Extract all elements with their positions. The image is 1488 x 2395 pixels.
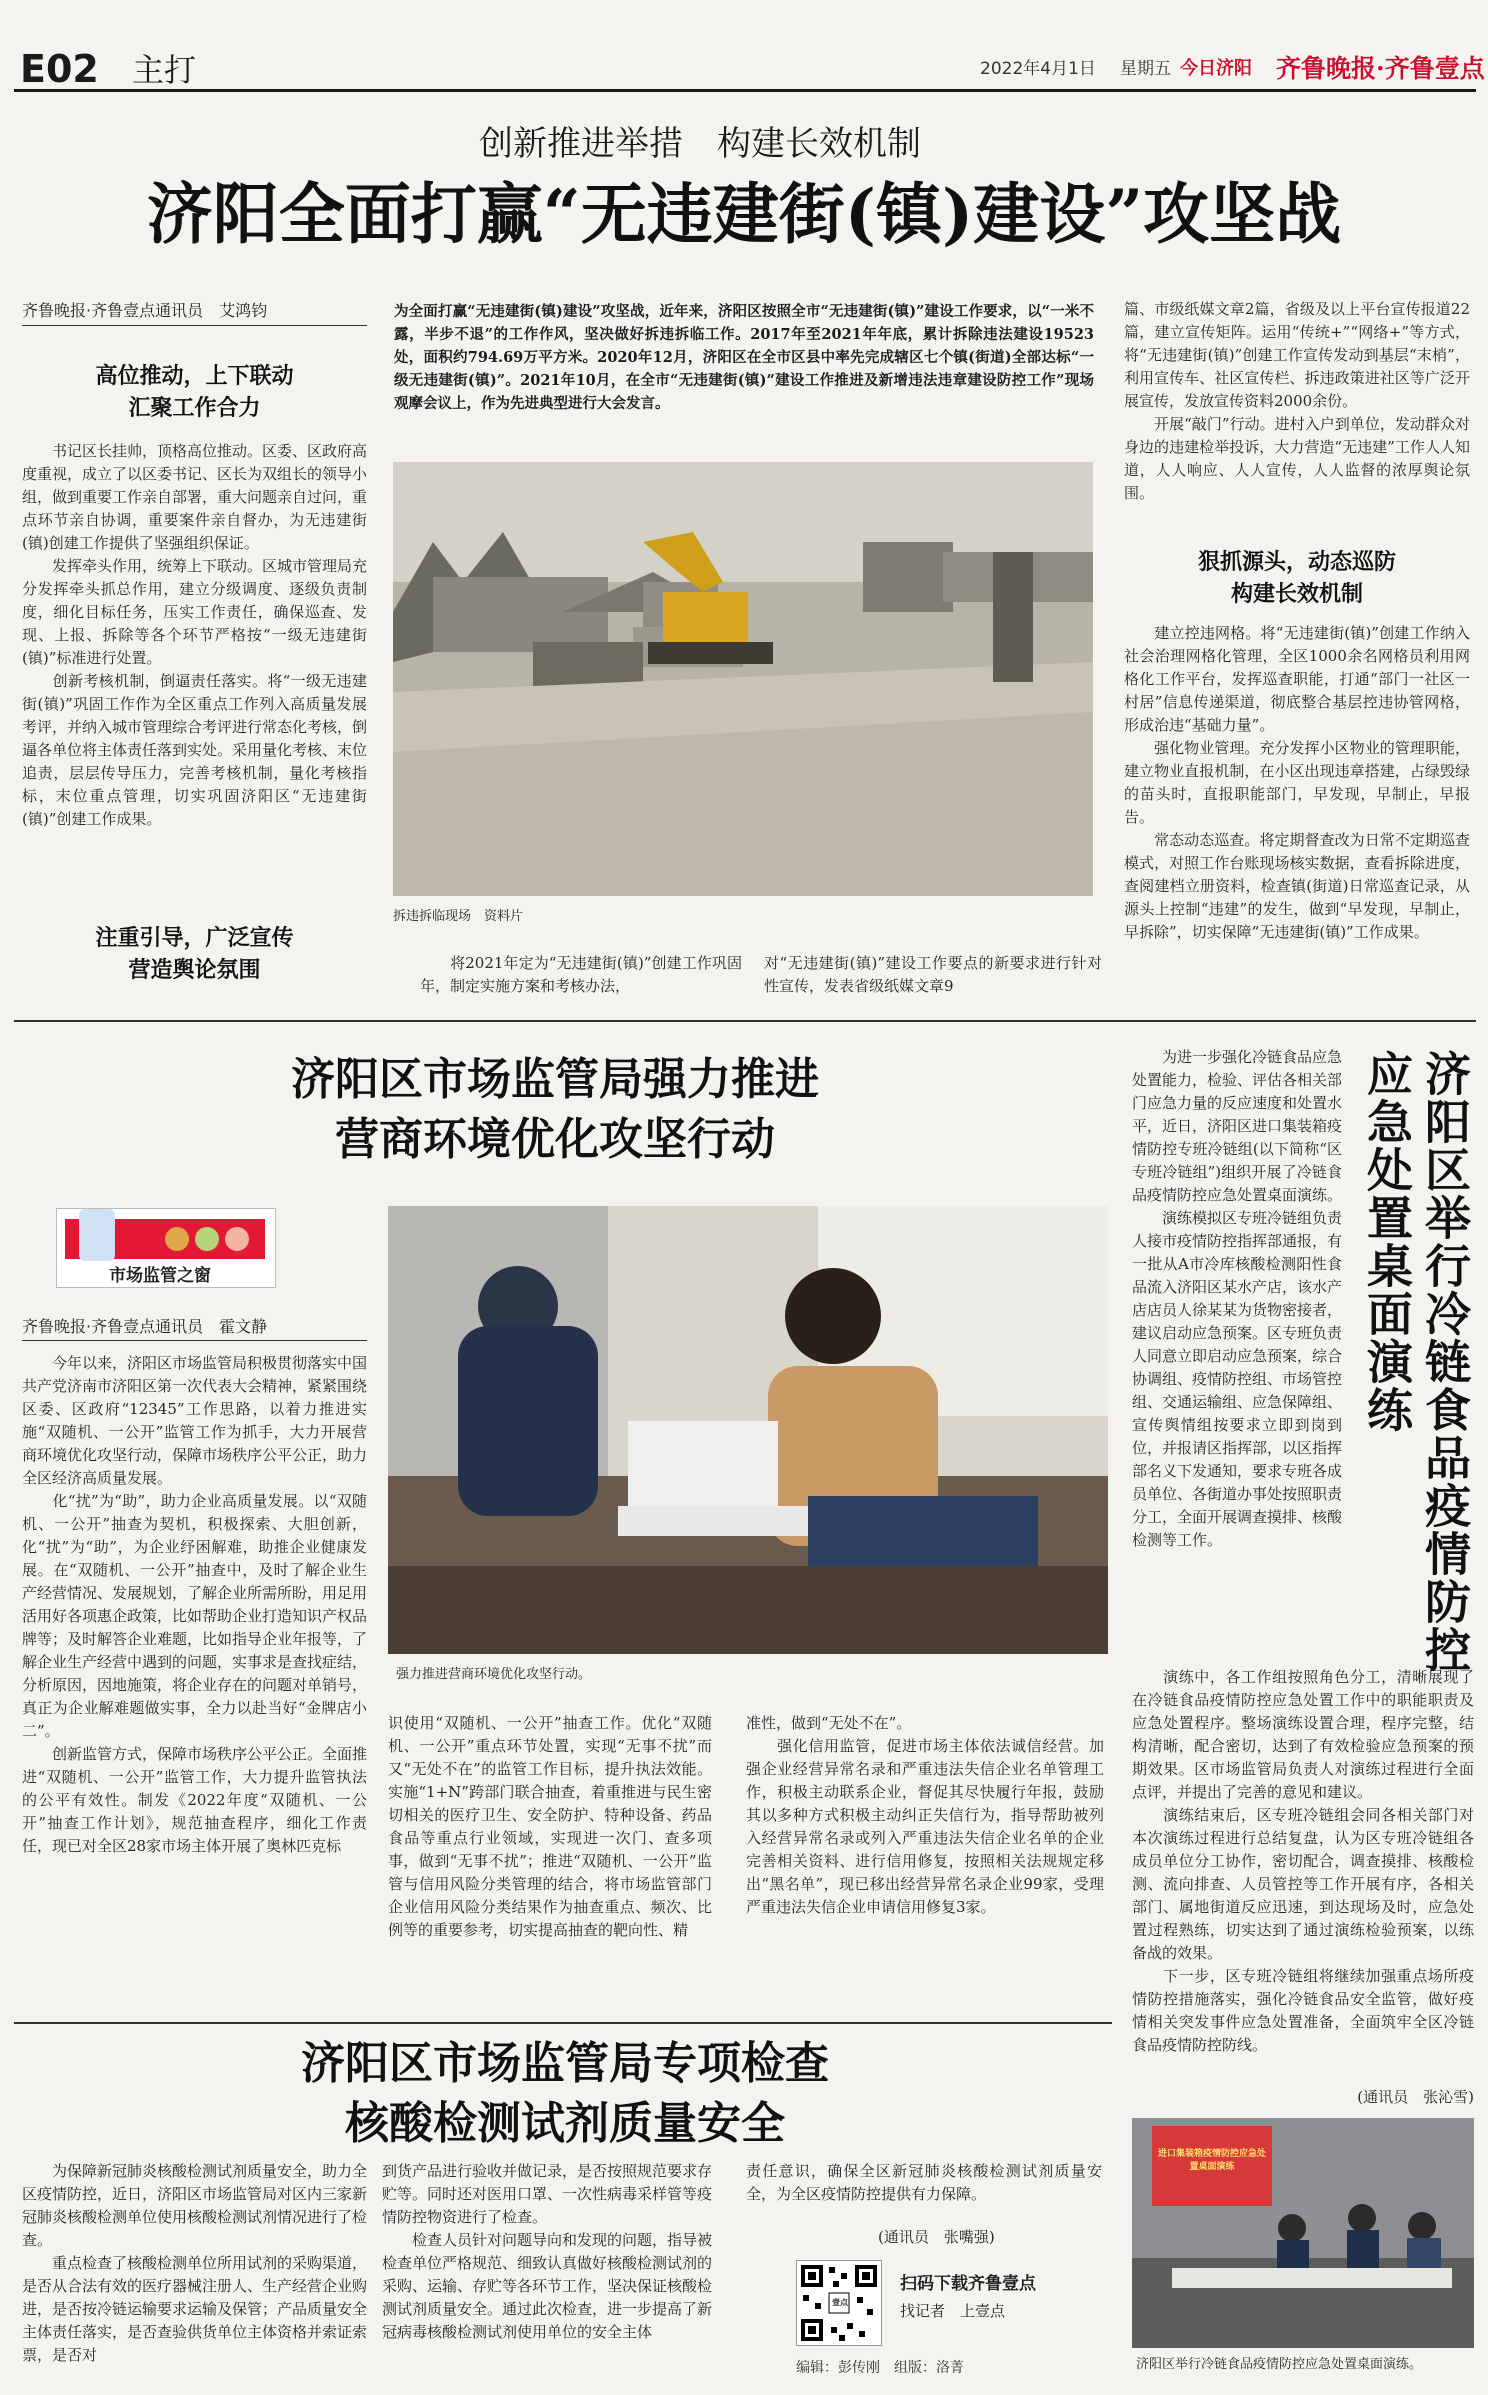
article1-byline: 齐鲁晚报·齐鲁壹点通讯员 艾鸿钧 bbox=[22, 301, 268, 320]
article4-author: (通讯员 张嘴强) bbox=[878, 2228, 995, 2246]
article3-wide-column: 演练中，各工作组按照角色分工，清晰展现了在冷链食品疫情防控应急处置工作中的职能职责及应急处置程序。整场演练设置合理，程序完整，结构清晰，配合密切，达到了有效检验应急预案的预期效果。区市场监管局负责人对演练过程进行全面点评，并提出了完善的意见和建议。 演练结束后，区专班冷链组会同各相关部门对本次演练过程进行总结复盘，认为区专班冷链组各成员单位分工协作，密切配合，调查摸排、核酸检测、流向排查、人员管控等工作开展有序，各相关部门、属地街道反应迅速，到达现场及时，应急处置过程熟练，切实达到了通过演练检验预案，以练备战的效果。 下一步，区专班冷链组将继续加强重点场所疫情防控措施落实，强化冷链食品安全监管，做好疫情相关突发事件应急处置准备，全面筑牢全区冷链食品疫情防控防线。 bbox=[1132, 1668, 1474, 2054]
qr-center-label: 壹点 bbox=[832, 2298, 848, 2307]
weekday: 星期五 bbox=[1120, 59, 1171, 79]
demolition-photo bbox=[393, 462, 1093, 896]
qr-code[interactable] bbox=[796, 2260, 882, 2346]
article3-vertical-headline: 济阳区举行冷链食品疫情防控应急处置桌面演练 bbox=[1360, 1050, 1472, 1674]
byline-rule bbox=[22, 325, 367, 326]
article2-headline: 济阳区市场监管局强力推进 营商环境优化攻坚行动 bbox=[291, 1054, 819, 1165]
article1-column-2a: 将2021年定为“无违建街(镇)”创建工作巩固年，制定实施方案和考核办法， bbox=[420, 954, 742, 995]
article1-subhead-2: 注重引导，广泛宣传 营造舆论氛围 bbox=[95, 925, 294, 983]
page-header bbox=[14, 46, 1485, 92]
article4-headline: 济阳区市场监管局专项检查 核酸检测试剂质量安全 bbox=[301, 2038, 829, 2149]
logo-illustration bbox=[57, 1209, 275, 1264]
article3-author: (通讯员 张沁雪) bbox=[1357, 2088, 1474, 2106]
byline-rule-2 bbox=[22, 1340, 367, 1341]
section-divider-2 bbox=[14, 2022, 1112, 2024]
demolition-photo-illustration bbox=[393, 462, 1093, 896]
article1-column-3a: 篇、市级纸媒文章2篇，省级及以上平台宣传报道22篇，建立宣传矩阵。运用“传统+”“网络+”等方式，将“无违建街(镇)”创建工作宣传发动到基层“末梢”，利用宣传车、社区宣传栏、拆违政策进社区等广泛开展宣传，发放宣传资料2000余份。 开展“敲门”行动。进村入户到单位，发动群众对身边的违建检举投诉，大力营造“无违建”工作人人知道，人人响应、人人宣传，人人监督的浓厚舆论氛围。 bbox=[1124, 300, 1470, 502]
article2-column-1: 今年以来，济阳区市场监管局积极贯彻落实中国共产党济南市济阳区第一次代表大会精神，紧紧围绕区委、区政府“12345”工作思路，以着力推进实施“双随机、一公开”监管工作为抓手，大力开展营商环境优化攻坚行动，保障市场秩序公平公正，助力全区经济高质量发展。 化“扰”为“助”，助力企业高质量发展。以“双随机、一公开”抽查为契机，积极探索、大胆创新，化“扰”为“助”，为企业纾困解难，助推企业健康发展。在“双随机、一公开”抽查中，及时了解企业生产经营情况、发展规划，了解企业所需所盼，用足用活用好各项惠企政策，比如帮助企业打造知识产权品牌等；及时解答企业难题，比如指导企业年报等，了解企业生产经营中遇到的问题，实事求是查找症结，分析原因，因地施策，将企业存在的问题对单销号，真正为企业解难题做实事，全力以赴当好“金牌店小二”。 创新监管方式，保障市场秩序公平公正。全面推进“双随机、一公开”监管工作，大力提升监管执法的公平有效性。制发《2022年度“双随机、一公开”抽查工作计划》，规范抽查程序，细化工作责任，现已对全区28家市场主体开展了奥林匹克标 bbox=[22, 1354, 367, 1855]
article1-subhead-3: 狠抓源头，动态巡防 构建长效机制 bbox=[1197, 549, 1396, 607]
article2-column-2: 识使用“双随机、一公开”抽查工作。优化“双随机、一公开”重点环节处置，实现“无事不扰”而又“无处不在”的监管工作目标，提升执法效能。实施“1+N”跨部门联合抽查，着重推进与民生密切相关的医疗卫生、安全防护、特种设备、药品食品等重点行业领域，实现进一次门、查多项事，做到“无事不扰”；推进“双随机、一公开”监管与信用风险分类管理的结合，将市场监管部门企业信用风险分类结果作为抽查重点、频次、比例等的重要参考，切实提高抽查的靶向性、精 bbox=[388, 1714, 712, 1939]
logo-label: 市场监管之窗 bbox=[109, 1266, 211, 1286]
editor-credit: 编辑：彭传刚 组版：洛菁 bbox=[796, 2360, 964, 2376]
section-name: 主打 bbox=[132, 51, 197, 89]
article1-column-1: 书记区长挂帅，顶格高位推动。区委、区政府高度重视，成立了以区委书记、区长为双组长的领导小组，做到重要工作亲自部署，重大问题亲自过问，重点环节亲自协调，重要案件亲自督办，为无违建街(镇)创建工作提供了坚强组织保证。 发挥牵头作用，统筹上下联动。区城市管理局充分发挥牵头抓总作用，建立分级调度、逐级负责制度，细化目标任务，压实工作责任，确保巡查、发现、上报、拆除等各个环节严格按“一级无违建街(镇)”标准进行处置。 创新考核机制，倒逼责任落实。将“一级无违建街(镇)”巩固工作作为全区重点工作列入高质量发展考评，并纳入城市管理综合考评进行常态化考核，倒逼各单位将主体责任落到实处。采用量化考核、末位追责，层层传导压力，完善考核机制，量化考核指标，末位重点管理，切实巩固济阳区“无违建街(镇)”创建工作成果。 bbox=[22, 442, 367, 828]
article3-column: 为进一步强化冷链食品应急处置能力，检验、评估各相关部门应急力量的反应速度和处置水平，近日，济阳区进口集装箱疫情防控专班冷链组(以下简称“区专班冷链组”)组织开展了冷链食品疫情防控应急处置桌面演练。 演练模拟区专班冷链组负责人接市疫情防控指挥部通报，有一批从A市冷库核酸检测阳性食品流入济阳区某水产店，该水产店店员人徐某某为货物密接者，建议启动应急预案。区专班负责人同意立即启动应急预案，综合协调组、疫情防控组、市场管控组、交通运输组、应急保障组、宣传舆情组按要求立即到岗到位，并报请区指挥部，以区指挥部名义下发通知，要求专班各成员单位、各街道办事处按照职责分工，全面开展调查摸排、核酸检测等工作。 bbox=[1132, 1048, 1342, 1549]
drill-banner-text: 进口集装箱疫情防控应急处置桌面演练 bbox=[1157, 2149, 1266, 2172]
drill-photo-caption: 济阳区举行冷链食品疫情防控应急处置桌面演练。 bbox=[1136, 2357, 1423, 2372]
page-code: E02 bbox=[20, 47, 99, 91]
inspection-photo-illustration bbox=[388, 1206, 1108, 1654]
today-column-label: 今日济阳 bbox=[1180, 58, 1252, 79]
article4-column-1: 为保障新冠肺炎核酸检测试剂质量安全，助力全区疫情防控，近日，济阳区市场监管局对区内三家新冠肺炎核酸检测单位使用核酸检测试剂情况进行了检查。 重点检查了核酸检测单位所用试剂的采购渠道，是否从合法有效的医疗器械注册人、生产经营企业购进，是否按冷链运输要求运输及保管；产品质量安全主体责任落实，是否查验供货单位主体资格并索证索票，是否对 bbox=[22, 2162, 367, 2364]
article4-column-3: 责任意识，确保全区新冠肺炎核酸检测试剂质量安全，为全区疫情防控提供有力保障。 bbox=[746, 2162, 1102, 2203]
demolition-photo-caption: 拆违拆临现场 资料片 bbox=[393, 909, 524, 924]
qr-reporter-label: 找记者 上壹点 bbox=[900, 2302, 1006, 2320]
article1-column-3b: 建立控违网格。将“无违建街(镇)”创建工作纳入社会治理网格化管理，全区1000余名网格员利用网格化工作平台，发挥巡查职能，打通“部门一社区一村居”信息传递渠道，彻底整合基层控违协管网格，形成治违“基础力量”。 强化物业管理。充分发挥小区物业的管理职能，建立物业直报机制，在小区出现违章搭建，占绿毁绿的苗头时，直报职能部门，早发现，早制止，早报告。 常态动态巡查。将定期督查改为日常不定期巡查模式，对照工作台账现场核实数据，查看拆除进度，查阅建档立册资料，检查镇(街道)日常巡查记录，从源头上控制“违建”的发生，做到“早发现，早制止，早拆除”，切实保障“无违建街(镇)”工作成果。 bbox=[1124, 624, 1470, 941]
section-divider bbox=[14, 1020, 1476, 1022]
article1-kicker: 创新推进举措 构建长效机制 bbox=[479, 124, 921, 164]
inspection-photo-caption: 强力推进营商环境优化攻坚行动。 bbox=[396, 1667, 592, 1682]
article4-column-2: 到货产品进行验收并做记录，是否按照规范要求存贮等。同时还对医用口罩、一次性病毒采样管等疫情防控物资进行了检查。 检查人员针对问题导向和发现的问题，指导被检查单位严格规范、细致认真做好核酸检测试剂的采购、运输、存贮等各环节工作，坚决保证核酸检测试剂质量安全。通过此次检查，进一步提高了新冠病毒核酸检测试剂使用单位的安全主体 bbox=[382, 2162, 712, 2341]
article1-subhead-1: 高位推动，上下联动 汇聚工作合力 bbox=[95, 363, 294, 421]
qr-download-label: 扫码下载齐鲁壹点 bbox=[900, 2274, 1036, 2294]
article2-column-3: 准性，做到“无处不在”。 强化信用监管，促进市场主体依法诚信经营。加强企业经营异常名录和严重违法失信企业名单管理工作，积极主动联系企业，督促其尽快履行年报，鼓励其以多种方式积极主动纠正失信行为，指导帮助被列入经营异常名录或列入严重违法失信企业名单的企业完善相关资料、进行信用修复，按照相关法规规定移出“黑名单”，现已移出经营异常名录企业99家，受理严重违法失信企业申请信用修复3家。 bbox=[746, 1714, 1104, 1916]
article1-column-2b: 对“无违建街(镇)”建设工作要点的新要求进行针对性宣传，发表省级纸媒文章9 bbox=[764, 954, 1102, 995]
inspection-photo bbox=[388, 1206, 1108, 1654]
issue-date: 2022年4月1日 bbox=[980, 59, 1096, 79]
article1-lead: 为全面打赢“无违建街(镇)建设”攻坚战，近年来，济阳区按照全市“无违建街(镇)”建设工作要求，以“一米不露，半步不退”的工作作风，坚决做好拆违拆临工作。2017年至2021年年底，累计拆除违法建设19523处，面积约794.69万平方米。2020年12月，济阳区在全市区县中率先完成辖区七个镇(街道)全部达标“一级无违建街(镇)”。2021年10月，在全市“无违建街(镇)”建设工作推进及新增违法违章建设防控工作”现场观摩会议上，作为先进典型进行大会发言。 bbox=[394, 303, 1094, 412]
article1-headline: 济阳全面打赢“无违建街(镇)建设”攻坚战 bbox=[146, 175, 1342, 253]
brand-logo: 齐鲁晚报·齐鲁壹点 bbox=[1276, 54, 1485, 83]
article2-byline: 齐鲁晚报·齐鲁壹点通讯员 霍文静 bbox=[22, 1317, 268, 1336]
drill-photo bbox=[1132, 2118, 1474, 2348]
market-supervision-logo bbox=[56, 1208, 276, 1288]
